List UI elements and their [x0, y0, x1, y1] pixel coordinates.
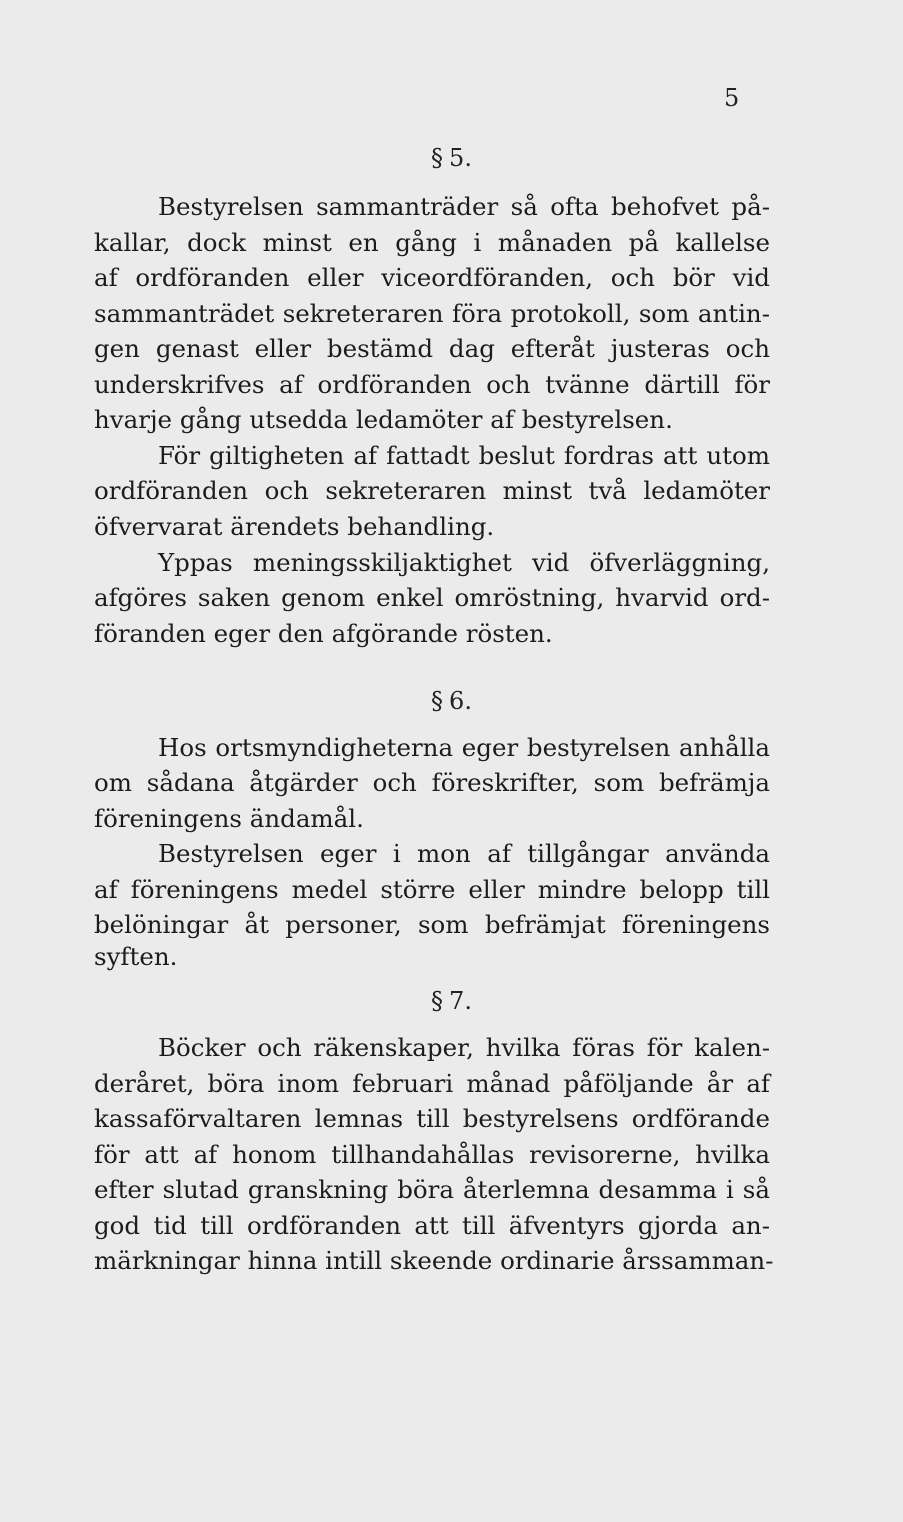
paragraph-line: af föreningens medel större eller mindre belopp till	[94, 875, 770, 904]
section-number: 7.	[449, 987, 472, 1015]
paragraph-line: kassaförvaltaren lemnas till bestyrelsens ordförande	[94, 1104, 770, 1133]
paragraph-line: af ordföranden eller viceordföranden, och bör vid	[94, 263, 770, 292]
paragraph-line: Böcker och räkenskaper, hvilka föras för kalen-	[158, 1033, 770, 1062]
paragraph-line: för att af honom tillhandahållas revisorerne, hvilka	[94, 1140, 770, 1169]
paragraph-line: föreningens ändamål.	[94, 804, 364, 833]
paragraph-line: För giltigheten af fattadt beslut fordras att utom	[158, 441, 770, 470]
paragraph-line: efter slutad granskning böra återlemna desamma i så	[94, 1175, 770, 1204]
paragraph-line: Yppas meningsskiljaktighet vid öfverläggning,	[158, 548, 770, 577]
paragraph-line: belöningar åt personer, som befrämjat föreningens	[94, 910, 770, 939]
section-sign: §	[431, 144, 444, 172]
paragraph-line: märkningar hinna intill skeende ordinarie årssamman-	[94, 1246, 774, 1275]
paragraph-line: Hos ortsmyndigheterna eger bestyrelsen anhålla	[158, 733, 770, 762]
paragraph-line: god tid till ordföranden att till äfventyrs gjorda an-	[94, 1211, 770, 1240]
section-sign: §	[431, 987, 444, 1015]
page-number: 5	[724, 84, 740, 112]
paragraph-line: sammanträdet sekreteraren föra protokoll, som antin-	[94, 299, 770, 328]
section-number: 6.	[449, 687, 472, 715]
paragraph-line: kallar, dock minst en gång i månaden på kallelse	[94, 228, 770, 257]
paragraph-line: Bestyrelsen sammanträder så ofta behofvet på-	[158, 192, 770, 221]
paragraph-line: underskrifves af ordföranden och tvänne därtill för	[94, 370, 770, 399]
paragraph-line: Bestyrelsen eger i mon af tillgångar använda	[158, 839, 770, 868]
section-heading-7	[0, 986, 903, 1016]
paragraph-line: ordföranden och sekreteraren minst två ledamöter	[94, 476, 770, 505]
paragraph-line: om sådana åtgärder och föreskrifter, som befrämja	[94, 768, 770, 797]
paragraph-line: deråret, böra inom februari månad påföljande år af	[94, 1069, 770, 1098]
section-sign: §	[431, 687, 444, 715]
paragraph-line: öfvervarat ärendets behandling.	[94, 512, 495, 541]
paragraph-line: gen genast eller bestämd dag efteråt justeras och	[94, 334, 770, 363]
section-heading-5	[0, 143, 903, 173]
paragraph-line: föranden eger den afgörande rösten.	[94, 619, 553, 648]
section-heading-6	[0, 686, 903, 716]
paragraph-line: hvarje gång utsedda ledamöter af bestyrelsen.	[94, 405, 673, 434]
paragraph-line: afgöres saken genom enkel omröstning, hvarvid ord-	[94, 583, 770, 612]
section-number: 5.	[449, 144, 472, 172]
paragraph-line: syften.	[94, 942, 178, 971]
